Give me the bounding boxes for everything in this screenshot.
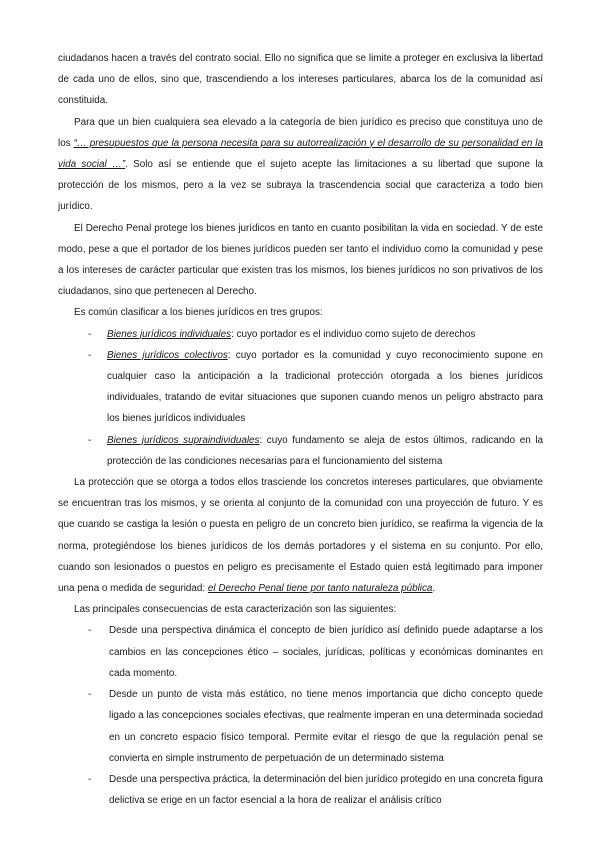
list-item-term: Bienes jurídicos individuales [107,328,232,340]
list-item-text: : cuyo portador es la comunidad y cuyo reconocimiento supone en cualquier caso la anticipación a la tradicional protección otorgada a los bienes jurídicos individuales, tratando de evitar situaciones que suponen cuando menos un peligro abstracto para los bienes jurídicos individuales [107,349,543,425]
list-item-text: : cuyo portador es el individuo como sujeto de derechos [231,328,476,340]
quote-presupuestos: “… presupuestos que la persona necesita para su autorrealización y el desarrollo de su personalidad en la vida social …” [58,137,543,171]
document-page [58,48,543,811]
list-item: - Desde una perspectiva dinámica el concepto de bien jurídico así definido puede adaptarse a los cambios en las concepciones ético – sociales, jurídicas, políticas y económicas dominantes en cada momento. [88,620,543,684]
list-item-term: Bienes jurídicos colectivos [107,349,228,361]
list-item-text: : cuyo fundamento se aleja de estos últimos, radicando en la protección de las condiciones necesarias para el funcionamiento del sistema [107,434,544,467]
list-item: - Desde un punto de vista más estático, no tiene menos importancia que dicho concepto quede ligado a las concepciones sociales efectivas, que realmente imperan en una determinada sociedad en un concreto espacio físico temporal. Permite evitar el riesgo de que la regulación penal se convierta en simple instrumento de perpetuación de un determinado sistema [88,684,543,769]
paragraph-text: La protección que se otorga a todos ellos trasciende los concretos intereses particulares, que obviamente se encuentran tras los mismos, y se orienta al conjunto de la comunidad con una proyección de futuro. Y es que cuando se castiga la lesión o puesta en peligro de un concreto bien jurídico, se reafirma la vigencia de la norma, protegiéndose los bienes jurídicos de los demás portadores y el sistema en su conjunto. Por ello, cuando son lesionados o puestos en peligro es precisamente el Estado quien está legitimado para imponer una pena o medida de seguridad: [58,477,543,595]
paragraph-bien-juridico-definicion [58,112,543,218]
paragraph-text: . [432,583,436,595]
paragraph-text: Para que un bien cualquiera sea elevado a la categoría de bien jurídico es preciso que constituya uno de los [58,116,543,149]
paragraph-derecho-penal: El Derecho Penal protege los bienes jurídicos en tanto en cuanto posibilitan la vida en sociedad. Y de este modo, pese a que el portador de los bienes jurídicos pueden ser tanto el individuo como la comunidad y pese a los intereses de carácter particular que existen tras los mismos, los bienes jurídicos no son privativos de los ciudadanos, sino que pertenecen al Derecho. [58,222,543,298]
list-item: - Desde una perspectiva práctica, la determinación del bien jurídico protegido en una concreta figura delictiva se erige en un factor esencial a la hora de realizar el análisis crítico [88,769,543,811]
paragraph-proteccion [58,472,543,599]
list-item [88,324,543,345]
paragraph-contrato-social: ciudadanos hacen a través del contrato social. Ello no significa que se limite a proteger en exclusiva la libertad de cada uno de ellos, sino que, trascendiendo a los intereses particulares, abarca los de la comunidad así constituida. [58,53,543,107]
list-item [88,345,543,430]
list-tipos-bienes [58,324,543,472]
list-item [88,430,543,472]
list-consecuencias [58,620,543,811]
paragraph-text: . Solo así se entiende que el sujeto acepte las limitaciones a su libertad que supone la protección de los mismos, pero a la vez se subraya la trascendencia social que caracteriza a todo bien jurídico. [58,159,543,213]
paragraph-consecuencias: Las principales consecuencias de esta caracterización son las siguientes: [74,604,397,616]
emphasis-naturaleza-publica: el Derecho Penal tiene por tanto naturaleza pública [207,583,433,595]
list-item-term: Bienes jurídicos supraindividuales [107,434,260,446]
paragraph-clasificacion: Es común clasificar a los bienes jurídicos en tres grupos: [74,307,323,319]
